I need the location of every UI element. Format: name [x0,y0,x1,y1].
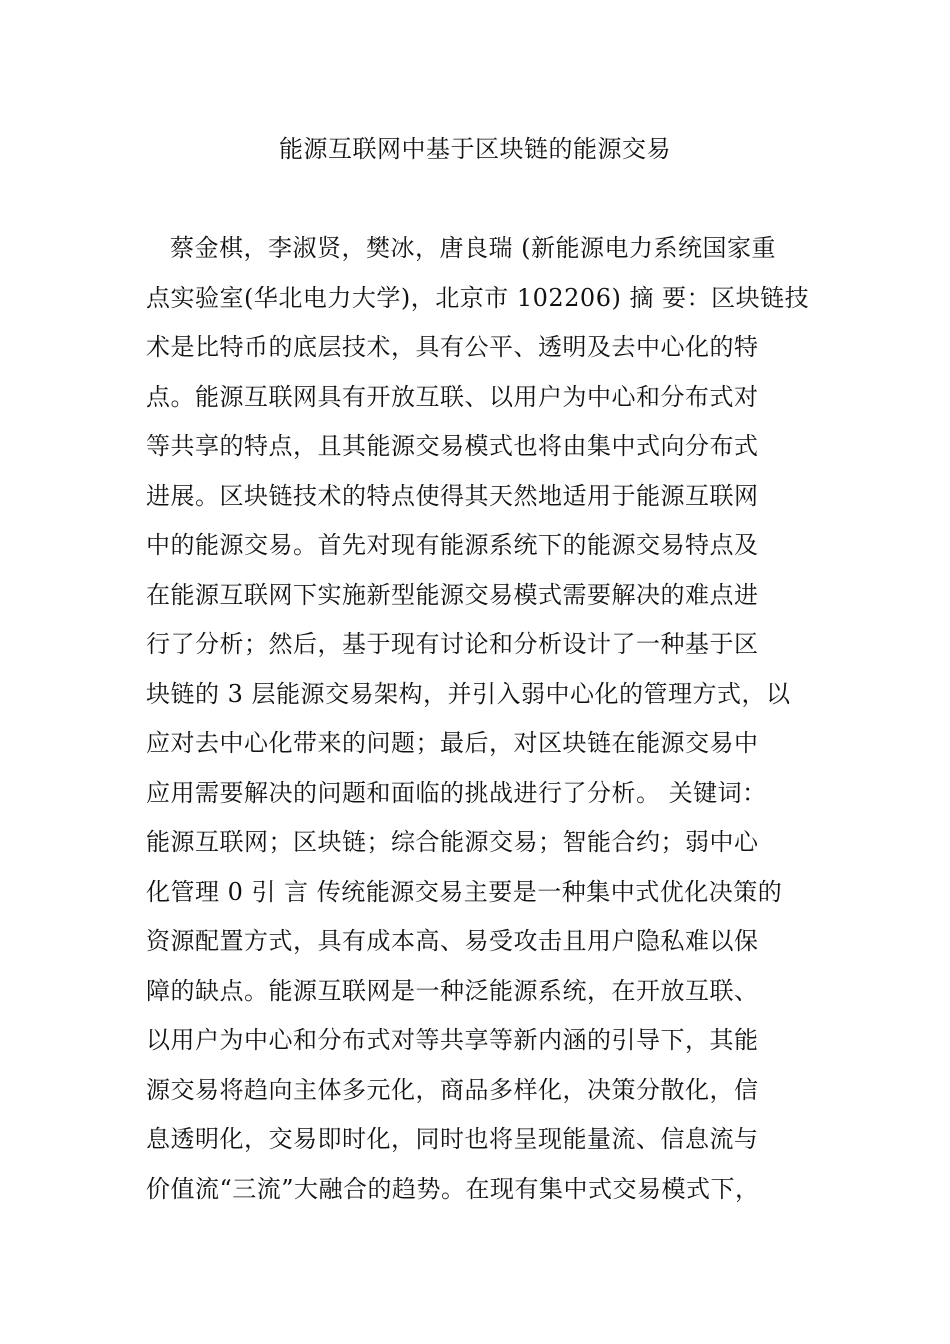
body-line: 在能源互联网下实施新型能源交易模式需要解决的难点进 [146,580,759,609]
body-line: 源交易将趋向主体多元化，商品多样化，决策分散化，信 [146,1075,759,1104]
body-line: 点实验室(华北电力大学)，北京市 102206) 摘 要：区块链技 [146,283,810,312]
body-line: 能源互联网；区块链；综合能源交易；智能合约；弱中心 [146,828,759,856]
body-line: 术是比特币的底层技术，具有公平、透明及去中心化的特 [146,333,759,361]
body-line: 行了分析；然后，基于现有讨论和分析设计了一种基于区 [146,630,759,658]
body-line: 资源配置方式，具有成本高、易受攻击且用户隐私难以保 [146,927,759,955]
document-title: 能源互联网中基于区块链的能源交易 [279,135,671,163]
body-line: 价值流“三流”大融合的趋势。在现有集中式交易模式下， [146,1174,760,1203]
body-line: 息透明化，交易即时化，同时也将呈现能量流、信息流与 [146,1125,759,1153]
body-line: 以用户为中心和分布式对等共享等新内涵的引导下，其能 [146,1026,759,1054]
body-line: 应对去中心化带来的问题；最后，对区块链在能源交易中 [146,729,759,757]
document-body [146,230,816,1220]
body-line: 块链的 3 层能源交易架构，并引入弱中心化的管理方式，以 [146,679,791,708]
body-line: 蔡金棋，李淑贤，樊冰，唐良瑞 (新能源电力系统国家重 [170,234,776,262]
body-line: 等共享的特点，且其能源交易模式也将由集中式向分布式 [146,432,759,460]
body-line: 点。能源互联网具有开放互联、以用户为中心和分布式对 [146,382,759,411]
body-line: 应用需要解决的问题和面临的挑战进行了分析。 关键词： [146,778,767,807]
body-line: 障的缺点。能源互联网是一种泛能源系统，在开放互联、 [146,976,759,1005]
body-line: 中的能源交易。首先对现有能源系统下的能源交易特点及 [146,531,759,559]
body-line: 化管理 0 引 言 传统能源交易主要是一种集中式优化决策的 [146,877,783,906]
body-line: 进展。区块链技术的特点使得其天然地适用于能源互联网 [146,481,759,510]
